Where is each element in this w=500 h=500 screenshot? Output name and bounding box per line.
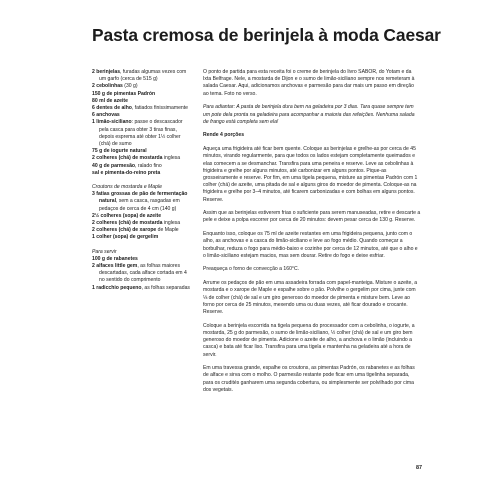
ingredient-quantity: 2½ colheres (sopa) de azeite — [92, 212, 162, 219]
method-step: Assim que as berinjelas estiverem frias o suficiente para serem manuseadas, retire e descarte a pele e deixe a polpa escorrer por cerca de 20 minutos: devem pesar cerca de 130 g. Reserve. — [203, 210, 421, 224]
intro-paragraph: O ponto de partida para esta receita foi o creme de berinjela do livro SABOR, do Yotam e da Ixta Belfrage. Nele, a mostarda de Dijon e o sumo de limão-siciliano sempre nos remeteram à salada Caesar. Aqui, adicionamos anchovas e parmesão para dar mais um passo em direção ao tema. Foto no verso. — [203, 69, 415, 97]
method-step: Aqueça uma frigideira até ficar bem quente. Coloque as berinjelas e grelhe-as por cerca de 45 minutos, virando regularmente, para que todos os lados estejam completamente queimados e elas comecem a se desmanchar. Transfira para uma peneira e reserve. Leve as cebolinhas à frigideira e grelhe por alguns minutos, até carbonizar em alguns pontos. Pique-as grosseiramente e reserve. Por fim, em uma tigela pequena, misture as pimentas Padrón com 1 colher (chá) de azeite, uma pitada de sal e alguns giros do moedor de pimenta. Coloque-as na frigideira e grelhe por 3–4 minutos, até ficarem carbonizadas e com bolhas em alguns pontos. Reserve. — [203, 146, 418, 203]
ingredient-quantity: 3 fatias grossas de pão de fermentação natural — [92, 191, 188, 205]
ingredient-item — [92, 119, 192, 148]
ingredient-item — [92, 91, 192, 98]
ingredient-quantity: 100 g de rabanetes — [92, 255, 138, 262]
ingredient-item — [92, 285, 192, 292]
ingredient-quantity: 150 g de pimentas Padrón — [92, 90, 156, 97]
ingredient-item — [92, 227, 192, 234]
ingredient-quantity: 1 colher (sopa) de gergelim — [92, 234, 159, 241]
ingredient-item — [92, 105, 192, 112]
method-step: Em uma travessa grande, espalhe os croutons, as pimentas Padrón, os rabanetes e as folhas de alface e sirva com o molho. O parmesão restante pode ficar em uma tigelinha separada, para os crudités ganharem uma segunda cobertura, ou simplesmente ser polvilhado por cima dos vegetais. — [203, 365, 415, 393]
ingredient-quantity: 80 ml de azeite — [92, 97, 128, 104]
ingredient-quantity: 6 dentes de alho — [92, 105, 132, 112]
ingredient-item — [92, 220, 192, 227]
ingredient-note: , as folhas maiores descartadas, cada alface cortada em 4 no sentido do comprimento — [99, 263, 187, 284]
ingredient-quantity: sal e pimenta-do-reino preta — [92, 169, 161, 176]
ingredient-quantity: 2 colheres (chá) de mostarda — [92, 220, 163, 227]
make-ahead-tip: Para adiantar: A pasta de berinjela dura bem na geladeira por 3 dias. Tara quase sempre tem um pote dela pronta na geladeira para acompanhar a maioria das refeições. Nenhuma salada de frango está completa sem ela! — [203, 104, 415, 125]
ingredient-quantity: 2 berinjelas — [92, 69, 121, 75]
method-step: Preaqueça o forno de convecção a 160°C. — [203, 266, 300, 273]
ingredient-quantity: 1 limão-siciliano — [92, 119, 132, 126]
ingredient-quantity: 2 colheres (chá) de xarope — [92, 227, 157, 234]
ingredient-item — [92, 234, 192, 241]
method-step: Coloque a berinjela escorrida na tigela pequena do processador com a cebolinha, o iogurte, a mostarda, 25 g do parmesão, o sumo de limão-siciliano, ½ colher (chá) de sal e um giro bem generoso do moedor de pimenta. Adicione o azeite de alho, a anchova e o limão (incluindo a casca) e bata até ficar liso. Transfira para uma tigela e mantenha na geladeira até a hora de servir. — [203, 322, 415, 358]
ingredient-quantity: 6 anchovas — [92, 112, 120, 119]
ingredients-croutons-list — [92, 191, 192, 241]
ingredients-column — [92, 69, 192, 292]
serves-heading: Rende 4 porções — [203, 132, 245, 139]
ingredient-quantity: 75 g de iogurte natural — [92, 148, 147, 155]
ingredient-quantity: 2 alfaces little gem — [92, 263, 138, 270]
ingredient-note: , furadas algumas vezes com um garfo (cerca de 515 g) — [99, 69, 187, 83]
ingredient-item — [92, 213, 192, 220]
ingredient-note: : passe o descascador pela casca para obter 3 tiras finas, depois esprema até obter 1½ colher (chá) de sumo — [99, 119, 183, 148]
ingredient-item — [92, 69, 192, 83]
method-steps — [203, 146, 421, 394]
ingredients-serve-list — [92, 256, 192, 292]
croutons-subheading: Croutons de mostarda e Maple — [92, 184, 162, 191]
page-number: 87 — [416, 465, 422, 471]
ingredient-note: de Maple — [156, 227, 179, 234]
serve-subheading: Para servir — [92, 248, 117, 255]
ingredient-note: , ralado fino — [135, 162, 162, 169]
method-column — [203, 69, 421, 401]
ingredient-item — [92, 191, 192, 213]
ingredient-note: , sem a casca, rasgadas em pedaços de cerca de 4 cm (140 g) — [99, 198, 180, 212]
ingredient-item — [92, 98, 192, 105]
ingredient-quantity: 1 radicchio pequeno — [92, 284, 142, 291]
ingredient-item — [92, 148, 192, 155]
ingredient-item — [92, 263, 192, 285]
ingredient-item — [92, 112, 192, 119]
method-step: Enquanto isso, coloque os 75 ml de azeite restantes em uma frigideira pequena, junto com o alho, as anchovas e a casca do limão-siciliano e leve ao fogo médio. Quando começar a borbulhar, reduza o fogo para médio-baixo e cozinhe por cerca de 12 minutos, até que o alho e o limão-siciliano estejam macios, mas sem dourar. Retire do fogo e deixe esfriar. — [203, 231, 418, 259]
ingredient-item — [92, 256, 192, 263]
ingredients-main-list — [92, 69, 192, 177]
ingredient-item — [92, 83, 192, 90]
ingredient-item — [92, 163, 192, 170]
ingredient-item — [92, 155, 192, 162]
ingredient-note: , fatiados finissimamente — [131, 105, 188, 112]
ingredient-note: (30 g) — [122, 83, 138, 90]
ingredient-note: inglesa — [162, 155, 181, 162]
ingredient-quantity: 2 cebolinhas — [92, 83, 123, 90]
ingredient-quantity: 40 g de parmesão — [92, 162, 136, 169]
recipe-title: Pasta cremosa de berinjela à moda Caesar — [92, 25, 441, 45]
ingredient-quantity: 2 colheres (chá) de mostarda — [92, 155, 163, 162]
method-step: Arrume os pedaços de pão em uma assadeira forrada com papel-manteiga. Misture o azeite, a mostarda e o xarope de Maple e espalhe sobre o pão. Polvilhe o gergelim por cima, junte com ⅛ de colher (chá) de sal e um giro generoso do moedor de pimenta e misture bem. Leve ao forno por cerca de 25 minutos, mexendo uma ou duas vezes, até ficar dourado e crocante. Reserve. — [203, 280, 418, 315]
ingredient-note: , as folhas separadas — [141, 284, 190, 291]
ingredient-note: inglesa — [162, 220, 181, 227]
ingredient-item — [92, 170, 192, 177]
